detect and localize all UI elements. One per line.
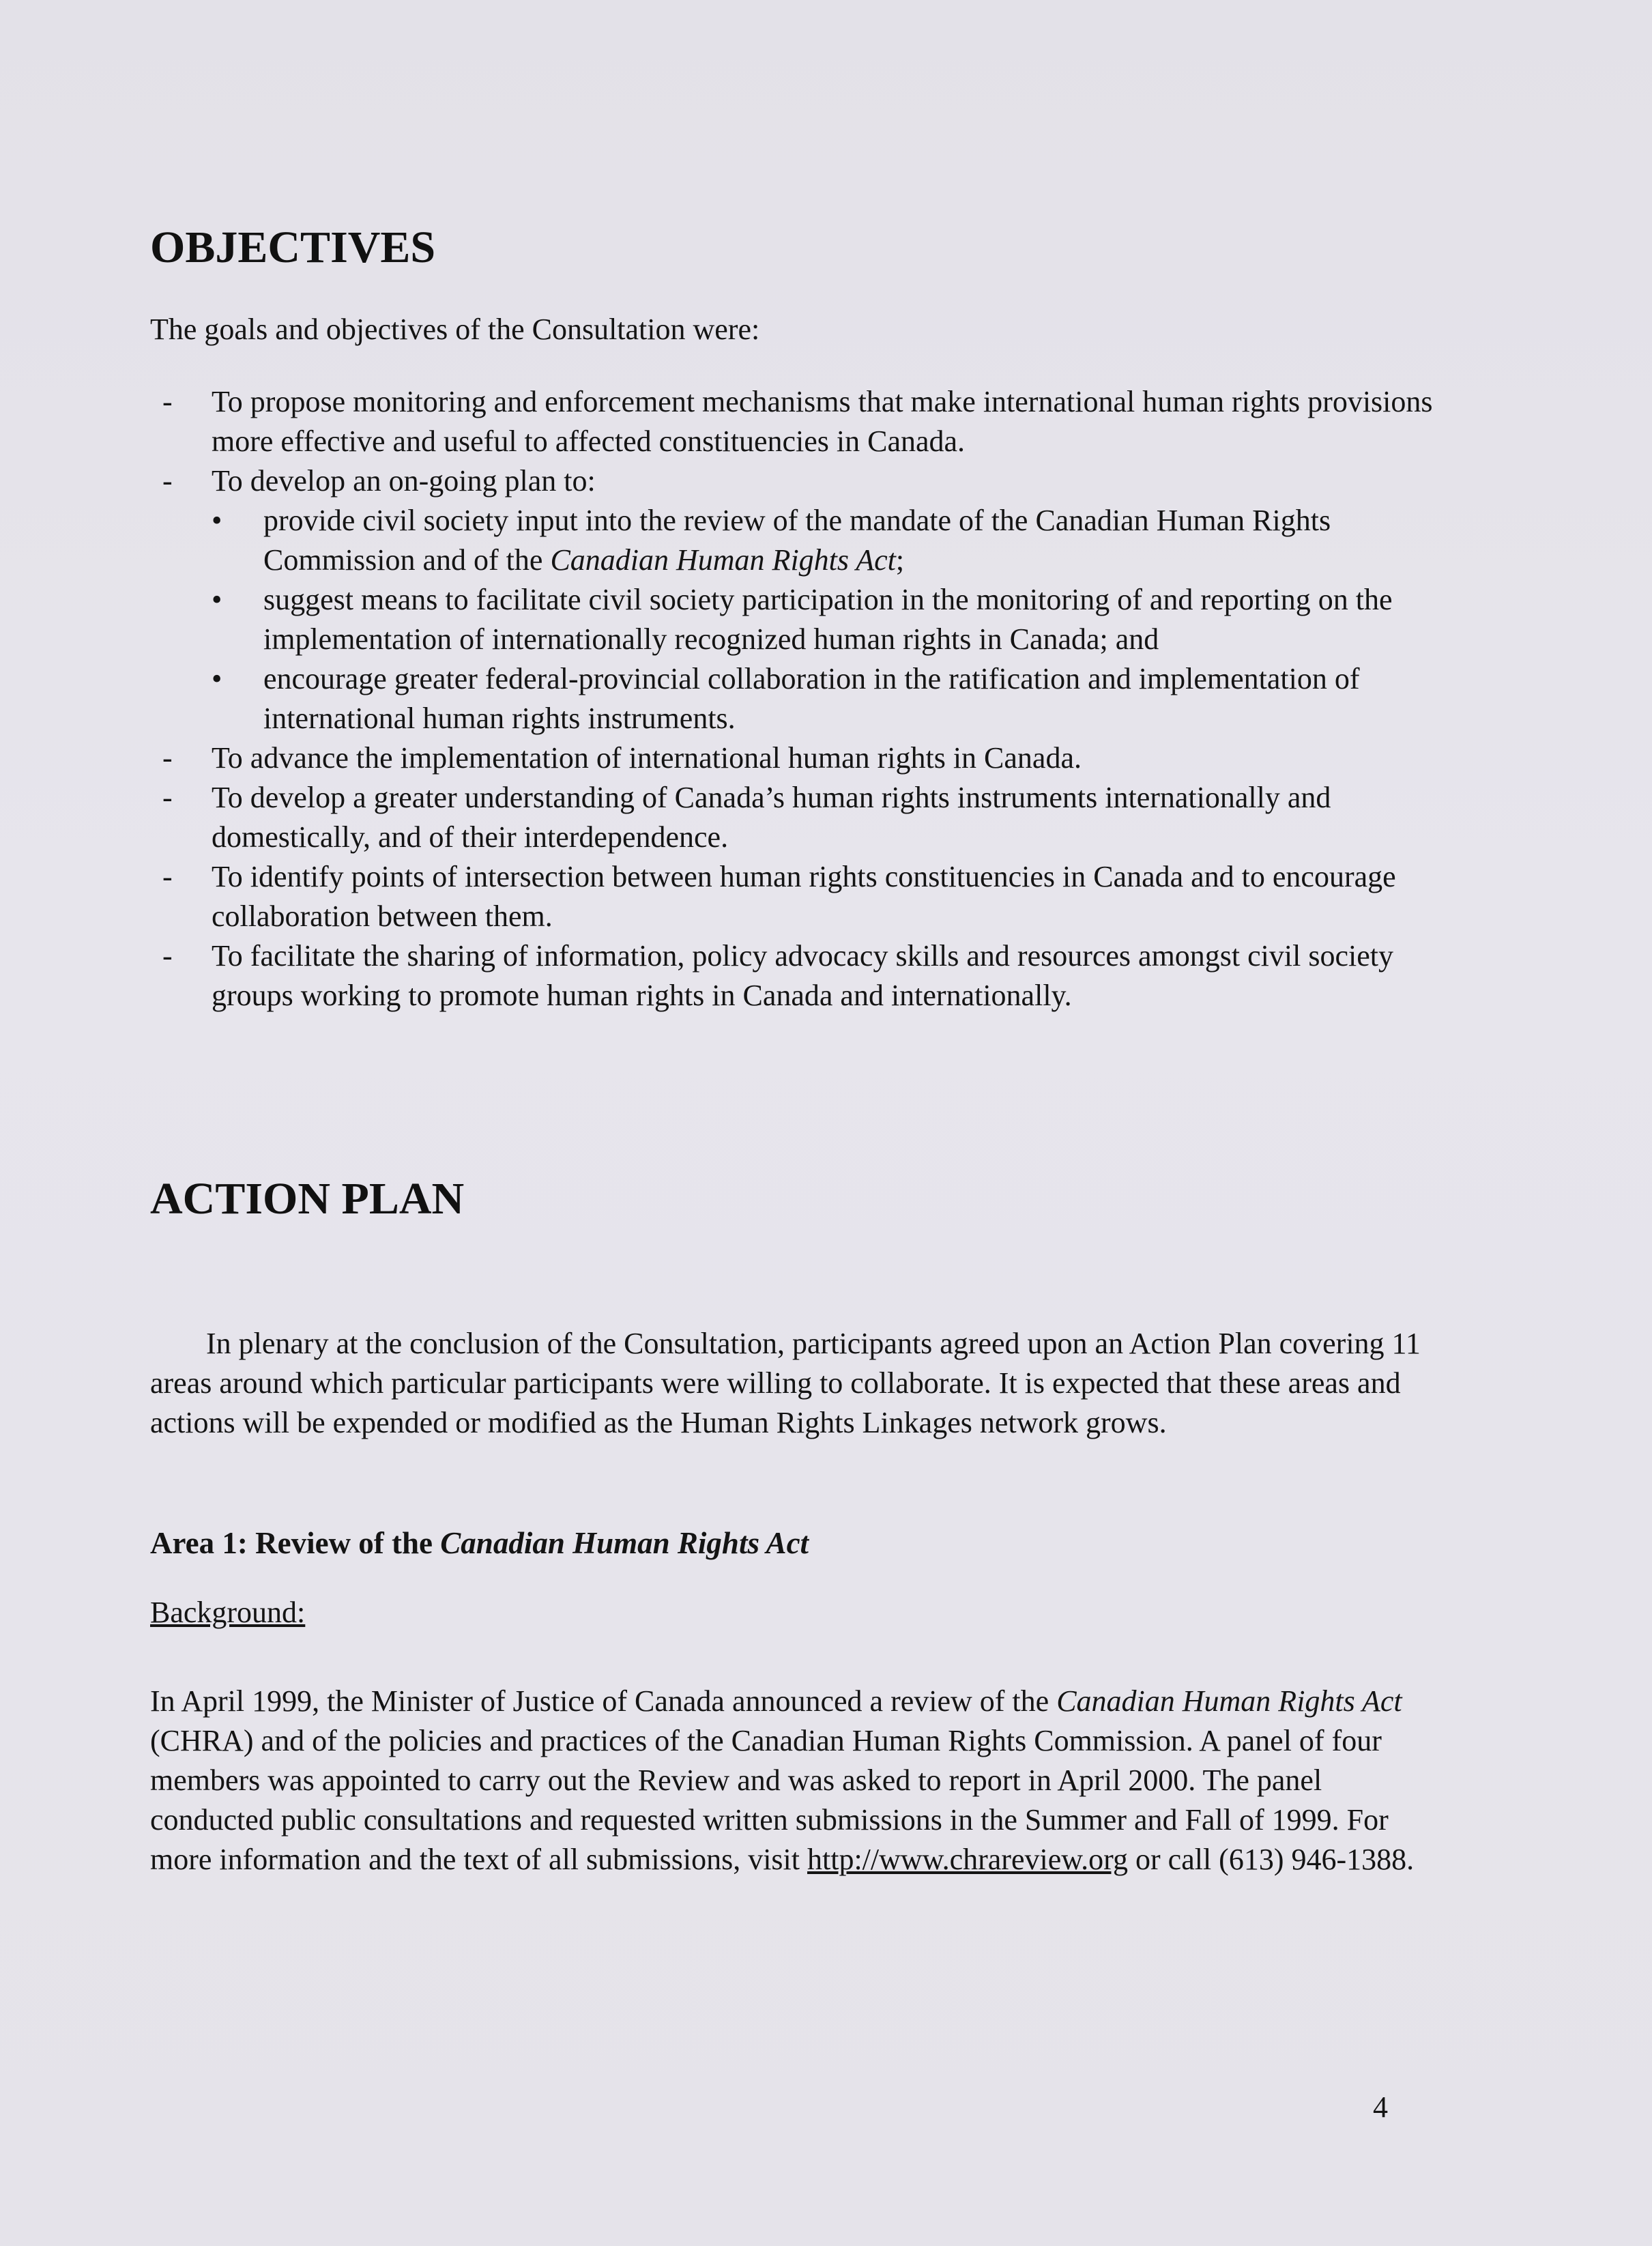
chra-review-link[interactable]: http://www.chrareview.org xyxy=(807,1843,1129,1876)
objectives-heading: OBJECTIVES xyxy=(150,222,436,272)
area1-paragraph-text: (CHRA) and of the policies and practices of the Canadian Human Rights Commission. A panel of four members was appointed to carry out the Review and was asked to report in April 2000. The panel conducted public consultations and requested written submissions in the Summer and Fall of 1999. For more information and the text of all submissions, visit xyxy=(150,1724,1389,1876)
objective-item: - To develop a greater understanding of Canada’s human rights instruments internationally and domestically, and of their interdependence. xyxy=(150,778,1447,857)
plan-bullet-list xyxy=(212,501,1447,738)
plan-bullet-text: provide civil society input into the review of the mandate of the Canadian Human Rights Commission and of the xyxy=(263,504,1331,577)
page-number: 4 xyxy=(1373,2090,1388,2124)
objectives-list xyxy=(150,382,1447,1016)
objective-item-text: To develop an on-going plan to: xyxy=(212,464,596,498)
action-plan-heading: ACTION PLAN xyxy=(150,1174,465,1224)
objective-item: - To facilitate the sharing of information, policy advocacy skills and resources amongst civil society groups working to promote human rights in Canada and internationally. xyxy=(150,936,1447,1016)
objective-item: - To advance the implementation of international human rights in Canada. xyxy=(150,738,1447,778)
act-title: Canadian Human Rights Act xyxy=(550,543,896,577)
page-content xyxy=(150,222,1447,1880)
area1-paragraph-text: or call (613) 946-1388. xyxy=(1128,1843,1415,1876)
area1-heading-text: Area 1: Review of the xyxy=(150,1526,441,1560)
objective-item: - To identify points of intersection between human rights constituencies in Canada and to encourage collaboration between them. xyxy=(150,857,1447,936)
objectives-intro: The goals and objectives of the Consultation were: xyxy=(150,313,760,346)
objective-item: - To propose monitoring and enforcement mechanisms that make international human rights provisions more effective and useful to affected constituencies in Canada. xyxy=(150,382,1447,461)
area1-heading-act: Canadian Human Rights Act xyxy=(440,1526,809,1560)
background-label: Background: xyxy=(150,1596,306,1629)
area1-act-title: Canadian Human Rights Act xyxy=(1056,1684,1402,1718)
area1-paragraph-text: In April 1999, the Minister of Justice of Canada announced a review of the xyxy=(150,1684,1057,1718)
plan-bullet-punct: ; xyxy=(895,543,905,577)
area1-paragraph xyxy=(150,1682,1447,1880)
plan-bullet: • encourage greater federal-provincial collaboration in the ratification and implementation of international human rights instruments. xyxy=(212,659,1447,738)
action-plan-paragraph: In plenary at the conclusion of the Consultation, participants agreed upon an Action Plan covering 11 areas around which particular participants were willing to collaborate. It is expected that these areas and actions will be expended or modified as the Human Rights Linkages network grows. xyxy=(150,1327,1421,1439)
plan-bullet xyxy=(212,501,1447,580)
objective-item xyxy=(150,461,1447,738)
plan-bullet: • suggest means to facilitate civil society participation in the monitoring of and reporting on the implementation of internationally recognized human rights in Canada; and xyxy=(212,580,1447,659)
area1-heading xyxy=(150,1523,1447,1563)
